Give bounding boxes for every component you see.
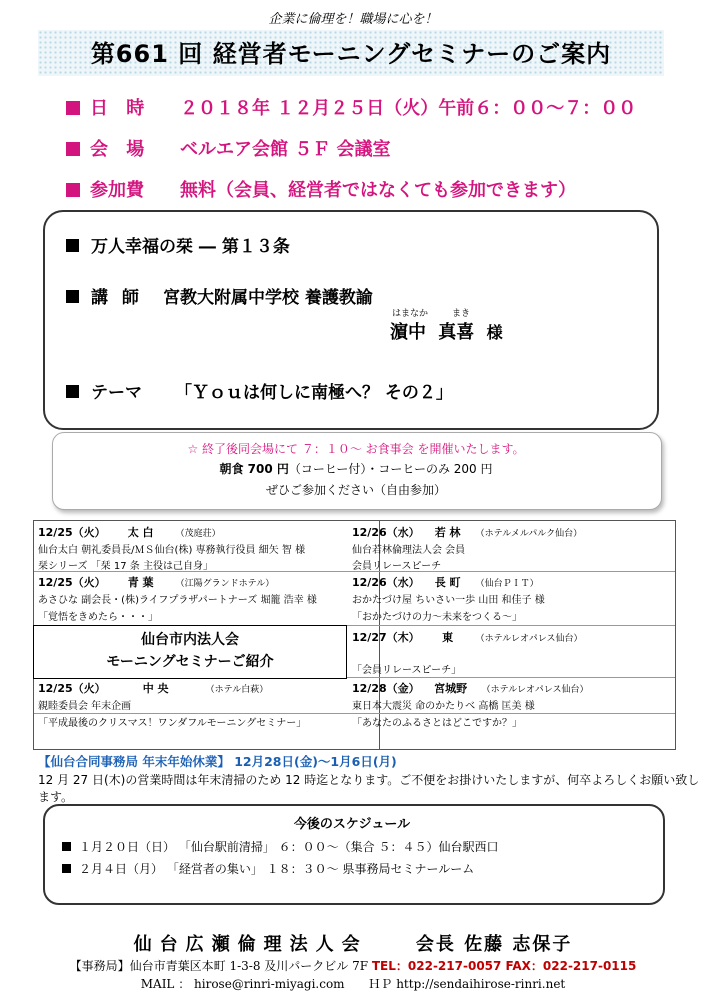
- seminar-speaker: あさひな 副会長・(株)ライフプラザパートナーズ 堀籠 浩幸 様: [38, 595, 317, 606]
- page-title: 第661 回 経営者モーニングセミナーのご案内: [90, 40, 612, 68]
- seminar-venue: （ホテル白萩）: [205, 685, 269, 695]
- seminar-chuo: [38, 680, 268, 696]
- seminar-date: 12/26（水）: [352, 526, 420, 539]
- date-value: ２０１８年 １２月２５日（火）午前６：００〜７：００: [180, 98, 637, 119]
- seminar-name: 長 町: [434, 576, 461, 589]
- president: 会長 佐藤 志保子: [415, 934, 573, 955]
- bullet-square-icon: [62, 842, 71, 851]
- breakfast-price-detail: （コーヒー付）・コーヒーのみ 200 円: [288, 462, 493, 476]
- seminar-venue: （茂庭荘）: [175, 529, 221, 539]
- intro-line1: 仙台市内法人会: [141, 632, 239, 648]
- homepage[interactable]: ＨＰ http://sendaihirose-rinri.net: [368, 977, 566, 991]
- venue-value: ベルエア会館 ５Ｆ 会議室: [180, 139, 391, 160]
- lecturer-name-family: 濵中: [390, 322, 426, 343]
- seminar-venue: （ホテルメルパルク仙台）: [475, 529, 583, 539]
- schedule-item: [62, 838, 498, 855]
- venue-line: [66, 135, 391, 161]
- intro-line2: モーニングセミナーご紹介: [106, 654, 274, 670]
- seminar-name: 太 白: [127, 526, 154, 539]
- seminar-name: 若 林: [434, 526, 461, 539]
- breakfast-line1: ☆ 終了後同会場にて ７：１０〜 お食事会 を開催いたします。: [187, 442, 525, 456]
- breakfast-line2: [52, 460, 660, 477]
- theme-label: テーマ: [91, 383, 142, 403]
- intro-box: [33, 625, 347, 679]
- seminar-date: 12/25（火）: [38, 682, 106, 695]
- seminar-date: 12/25（火）: [38, 576, 106, 589]
- schedule-item-text: ２月４日（月） 「経営者の集い」 １８：３０〜 県事務局セミナールーム: [79, 862, 475, 876]
- bullet-square-icon: [66, 239, 79, 252]
- seminar-date: 12/27（木）: [352, 631, 420, 644]
- bullet-square-icon: [66, 101, 80, 115]
- seminar-date: 12/26（水）: [352, 576, 420, 589]
- breakfast-line3: ぜひご参加ください（自由参加）: [265, 483, 446, 497]
- fee-line: [66, 176, 576, 202]
- breakfast-price: 朝食 700 円: [219, 462, 289, 476]
- seminar-name: 中 央: [142, 682, 169, 695]
- lecturer-org: 宮教大附属中学校 養護教諭: [163, 288, 373, 308]
- seminar-name: 東: [442, 631, 454, 644]
- seminar-topic: 「会員リレースピーチ」: [352, 665, 462, 676]
- seminar-higashi: [352, 629, 583, 645]
- seminar-topic: 「覚悟をきめたら・・・」: [38, 612, 158, 623]
- theme-value: 「Ｙｏｕは何しに南極へ？ その２」: [175, 383, 453, 403]
- footer-contact: [0, 975, 706, 992]
- seminar-venue: （ホテルレオパレス仙台）: [481, 685, 589, 695]
- bullet-square-icon: [66, 183, 80, 197]
- seminar-wakabayashi: [352, 524, 582, 540]
- seminar-miyagino: [352, 680, 589, 696]
- seminar-speaker: おかたづけ屋 ちいさい一歩 山田 和佳子 様: [352, 595, 545, 606]
- seminar-topic: 「あなたのふるさとはどこですか？」: [352, 718, 522, 729]
- row-divider: [346, 625, 675, 626]
- lecturer-name: [390, 318, 503, 344]
- seminar-taihaku: [38, 524, 221, 540]
- footer-org: [0, 930, 706, 956]
- slogan: 企業に倫理を！職場に心を！: [268, 12, 438, 27]
- lecturer-line: [66, 283, 373, 308]
- seminar-venue: （江陽グランドホテル）: [175, 579, 275, 589]
- seminar-aoba: [38, 574, 274, 590]
- date-line: [66, 94, 636, 120]
- article-line: [66, 232, 290, 257]
- seminar-date: 12/28（金）: [352, 682, 420, 695]
- bullet-square-icon: [62, 864, 71, 873]
- bullet-square-icon: [66, 385, 79, 398]
- venue-label: 会 場: [90, 139, 151, 160]
- seminar-speaker: 仙台若林倫理法人会 会員: [352, 545, 466, 556]
- seminar-topic: 「平成最後のクリスマス！ワンダフルモーニングセミナー」: [38, 718, 307, 729]
- bullet-square-icon: [66, 142, 80, 156]
- theme-line: [66, 378, 453, 403]
- seminar-venue: （ホテルレオパレス仙台）: [475, 634, 583, 644]
- schedule-title: 今後のスケジュール: [293, 817, 411, 832]
- seminar-name: 宮城野: [434, 682, 468, 695]
- holiday-notice: 【仙台合同事務局 年末年始休業】 12月28日(金)〜1月6日(月): [38, 754, 397, 769]
- footer-office: [0, 957, 706, 974]
- seminar-topic: 会員リレースピーチ: [352, 561, 442, 572]
- seminar-row-5: [33, 712, 674, 748]
- article-text: 万人幸福の栞 ― 第１３条: [91, 237, 290, 257]
- fee-value: 無料（会員、経営者ではなくても参加できます）: [180, 180, 576, 201]
- org-name: 仙台広瀬倫理法人会: [133, 934, 368, 955]
- schedule-item: [62, 860, 474, 877]
- seminar-nagamachi: [352, 574, 539, 590]
- seminar-speaker: 東日本大震災 命のかたりべ 高橋 匡美 様: [352, 701, 535, 712]
- honorific: 様: [486, 323, 503, 342]
- seminar-topic: 栞シリーズ 「栞 17 条 主役は己自身」: [38, 561, 213, 572]
- ruby-given: まき: [452, 309, 471, 319]
- date-label: 日 時: [90, 98, 151, 119]
- seminar-speaker: 親睦委員会 年末企画: [38, 701, 132, 712]
- seminar-name: 青 葉: [127, 576, 154, 589]
- ruby-family: はまなか: [392, 309, 429, 319]
- bullet-square-icon: [66, 290, 79, 303]
- seminar-venue: （仙台ＰＩＴ）: [475, 579, 539, 589]
- lecturer-name-given: 真喜: [438, 322, 475, 343]
- fee-label: 参加費: [90, 180, 144, 201]
- lecturer-label: 講 師: [91, 288, 143, 308]
- schedule-item-text: １月２０日（日） 「仙台駅前清掃」 ６：００〜（集合 ５：４５）仙台駅西口: [79, 840, 499, 854]
- mail[interactable]: MAIL ： hirose@rinri-miyagi.com: [140, 977, 345, 991]
- holiday-note: 12 月 27 日(木)の営業時間は年末清掃のため 12 時迄となります。ご不便をお掛けいたしますが、何卒よろしくお願い致します。: [38, 773, 700, 804]
- office-address: 【事務局】仙台市青葉区本町 1-3-8 及川パークビル 7F: [69, 959, 369, 973]
- tel-fax: TEL：022-217-0057 FAX：022-217-0115: [371, 959, 637, 973]
- seminar-speaker: 仙台太白 朝礼委員長/ＭＳ仙台(株) 専務執行役員 細矢 智 様: [38, 545, 306, 556]
- seminar-topic: 「おかたづけの力〜未来をつくる〜」: [352, 612, 522, 623]
- seminar-date: 12/25（火）: [38, 526, 106, 539]
